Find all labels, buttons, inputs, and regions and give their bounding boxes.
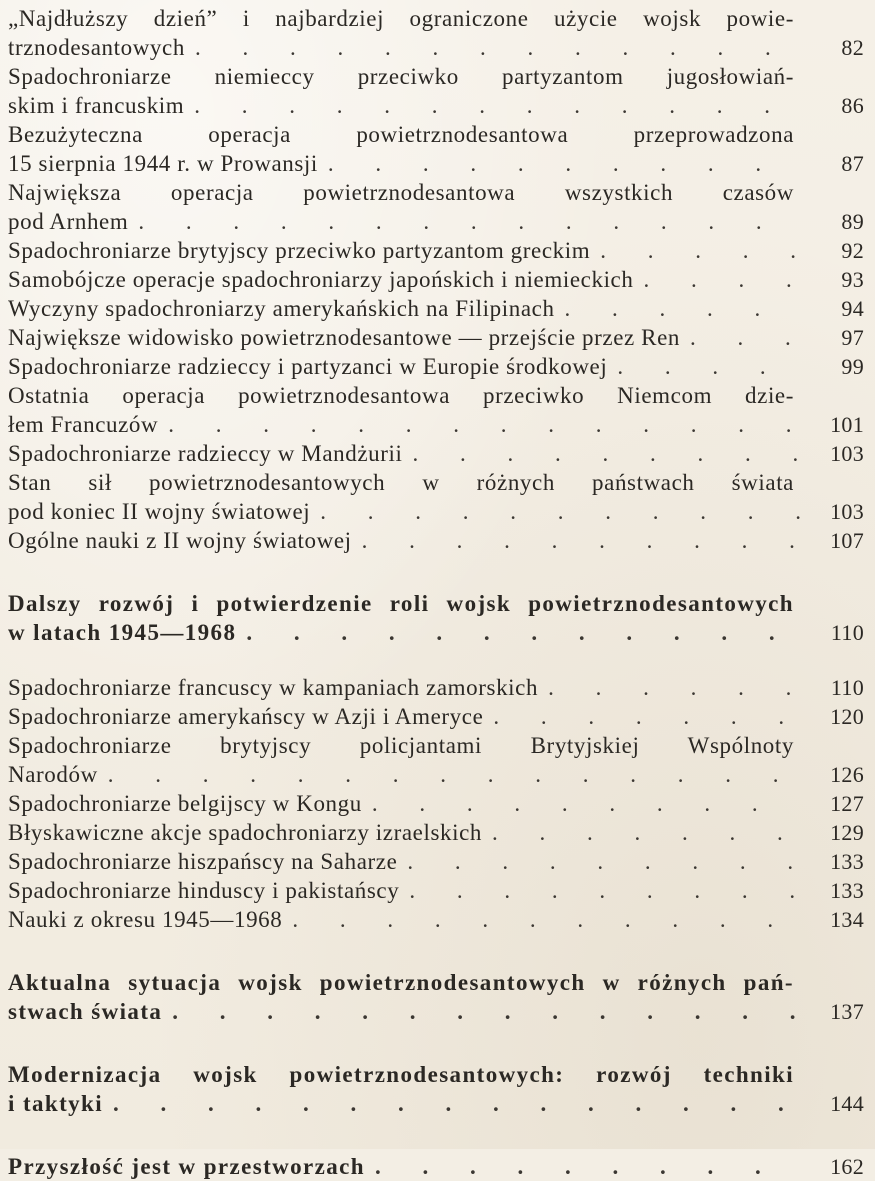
dot-leader bbox=[548, 673, 800, 702]
toc-entry-final-line bbox=[8, 410, 864, 439]
toc-section-text: Przyszłość jest w przestworzach bbox=[8, 1154, 365, 1179]
toc-entry bbox=[8, 876, 864, 905]
page-number: 103 bbox=[830, 441, 864, 466]
toc-entry-line: Spadochroniarze brytyjscy policjantami Brytyjskiej Wspólnoty bbox=[8, 733, 794, 758]
dot-leader bbox=[108, 760, 800, 789]
page-number: 137 bbox=[830, 999, 864, 1024]
toc-entry bbox=[8, 526, 864, 555]
section-gap bbox=[8, 555, 864, 589]
toc-entry-final-line bbox=[8, 33, 864, 62]
toc-entry bbox=[8, 323, 864, 352]
page-number: 86 bbox=[841, 93, 864, 118]
dot-leader bbox=[194, 91, 800, 120]
toc-entry-final-line bbox=[8, 149, 864, 178]
dot-leader bbox=[413, 439, 800, 468]
dot-leader bbox=[362, 526, 800, 555]
page-number: 93 bbox=[841, 267, 864, 292]
toc-section-heading bbox=[8, 968, 864, 1026]
toc-section-text: stwach świata bbox=[8, 999, 163, 1024]
table-of-contents bbox=[8, 4, 864, 1181]
page-number: 134 bbox=[830, 907, 864, 932]
toc-entry bbox=[8, 702, 864, 731]
dot-leader bbox=[172, 997, 800, 1026]
page-number: 133 bbox=[830, 878, 864, 903]
toc-section-line: Modernizacja wojsk powietrznodesantowych: rozwój techniki bbox=[8, 1062, 794, 1087]
toc-entry bbox=[8, 120, 864, 178]
toc-entry bbox=[8, 381, 864, 439]
page-number: 99 bbox=[841, 354, 864, 379]
page-number: 110 bbox=[830, 675, 864, 700]
toc-entry-text: Spadochroniarze hiszpańscy na Saharze bbox=[8, 849, 398, 874]
dot-leader bbox=[320, 497, 800, 526]
page-number: 82 bbox=[841, 35, 864, 60]
toc-entry-text: Spadochroniarze hinduscy i pakistańscy bbox=[8, 878, 400, 903]
toc-entry-final-line bbox=[8, 294, 864, 323]
dot-leader bbox=[600, 236, 800, 265]
page-number: 110 bbox=[830, 620, 864, 645]
toc-section-final-line bbox=[8, 1152, 864, 1181]
page-number: 97 bbox=[841, 325, 864, 350]
toc-entry-text: Błyskawiczne akcje spadochroniarzy izraelskich bbox=[8, 820, 482, 845]
toc-entry-text: Największe widowisko powietrznodesantowe — przejście przez Ren bbox=[8, 325, 681, 350]
toc-entry-text: pod Arnhem bbox=[8, 209, 129, 234]
toc-section-text: i taktyki bbox=[8, 1091, 104, 1116]
dot-leader bbox=[195, 33, 800, 62]
section-gap bbox=[8, 647, 864, 673]
toc-entry-text: skim i francuskim bbox=[8, 93, 185, 118]
toc-entry-final-line bbox=[8, 352, 864, 381]
dot-leader bbox=[690, 323, 800, 352]
toc-entry-final-line bbox=[8, 91, 864, 120]
toc-entry-line: Bezużyteczna operacja powietrznodesantowa przeprowadzona bbox=[8, 122, 794, 147]
toc-entry-text: Spadochroniarze brytyjscy przeciwko partyzantom greckim bbox=[8, 238, 591, 263]
toc-entry bbox=[8, 468, 864, 526]
toc-entry-final-line bbox=[8, 439, 864, 468]
toc-entry-final-line bbox=[8, 847, 864, 876]
toc-section-heading bbox=[8, 1060, 864, 1118]
toc-entry-final-line bbox=[8, 876, 864, 905]
toc-entry bbox=[8, 265, 864, 294]
page-number: 144 bbox=[830, 1091, 864, 1116]
page-number: 101 bbox=[830, 412, 864, 437]
page-number: 87 bbox=[841, 151, 864, 176]
toc-section-heading bbox=[8, 589, 864, 647]
dot-leader bbox=[372, 789, 800, 818]
toc-entry bbox=[8, 818, 864, 847]
toc-entry-final-line bbox=[8, 265, 864, 294]
toc-entry-final-line bbox=[8, 323, 864, 352]
dot-leader bbox=[168, 410, 800, 439]
toc-section-heading bbox=[8, 1152, 864, 1181]
toc-section-final-line bbox=[8, 618, 864, 647]
toc-entry-final-line bbox=[8, 760, 864, 789]
toc-entry-text: Ogólne nauki z II wojny światowej bbox=[8, 528, 352, 553]
dot-leader bbox=[409, 876, 800, 905]
toc-entry bbox=[8, 352, 864, 381]
toc-entry-text: łem Francuzów bbox=[8, 412, 159, 437]
toc-entry-text: Spadochroniarze amerykańscy w Azji i Ameryce bbox=[8, 704, 484, 729]
dot-leader bbox=[375, 1152, 800, 1181]
dot-leader bbox=[407, 847, 800, 876]
toc-entry bbox=[8, 673, 864, 702]
toc-entry-text: Spadochroniarze belgijscy w Kongu bbox=[8, 791, 362, 816]
toc-entry bbox=[8, 731, 864, 789]
toc-entry bbox=[8, 236, 864, 265]
dot-leader bbox=[292, 905, 800, 934]
toc-entry-text: Nauki z okresu 1945—1968 bbox=[8, 907, 283, 932]
toc-section-final-line bbox=[8, 997, 864, 1026]
toc-entry-final-line bbox=[8, 207, 864, 236]
page-number: 120 bbox=[830, 704, 864, 729]
toc-entry bbox=[8, 847, 864, 876]
toc-entry-text: Spadochroniarze radzieccy i partyzanci w Europie środkowej bbox=[8, 354, 608, 379]
toc-entry-text: Wyczyny spadochroniarzy amerykańskich na Filipinach bbox=[8, 296, 555, 321]
toc-entry-final-line bbox=[8, 818, 864, 847]
toc-entry bbox=[8, 4, 864, 62]
dot-leader bbox=[617, 352, 800, 381]
toc-entry bbox=[8, 789, 864, 818]
toc-section-text: w latach 1945—1968 bbox=[8, 620, 237, 645]
dot-leader bbox=[113, 1089, 800, 1118]
section-gap bbox=[8, 1118, 864, 1152]
toc-entry-final-line bbox=[8, 673, 864, 702]
toc-entry bbox=[8, 294, 864, 323]
toc-entry-final-line bbox=[8, 497, 864, 526]
toc-entry bbox=[8, 62, 864, 120]
page-number: 94 bbox=[841, 296, 864, 321]
section-gap bbox=[8, 934, 864, 968]
toc-entry-line: Spadochroniarze niemieccy przeciwko partyzantom jugosłowiań- bbox=[8, 64, 794, 89]
dot-leader bbox=[328, 149, 800, 178]
page-number: 107 bbox=[830, 528, 864, 553]
toc-entry-text: 15 sierpnia 1944 r. w Prowansji bbox=[8, 151, 318, 176]
toc-entry-line: Stan sił powietrznodesantowych w różnych państwach świata bbox=[8, 470, 794, 495]
toc-entry-line: „Najdłuższy dzień” i najbardziej ograniczone użycie wojsk powie- bbox=[8, 6, 794, 31]
section-gap bbox=[8, 1026, 864, 1060]
page-number: 92 bbox=[841, 238, 864, 263]
page-number: 133 bbox=[830, 849, 864, 874]
page-number: 103 bbox=[830, 499, 864, 524]
toc-entry-final-line bbox=[8, 905, 864, 934]
toc-entry-text: pod koniec II wojny światowej bbox=[8, 499, 311, 524]
toc-entry-final-line bbox=[8, 702, 864, 731]
dot-leader bbox=[643, 265, 800, 294]
dot-leader bbox=[246, 618, 800, 647]
toc-section-line: Aktualna sytuacja wojsk powietrznodesantowych w różnych pań- bbox=[8, 970, 794, 995]
dot-leader bbox=[565, 294, 800, 323]
toc-entry-line: Ostatnia operacja powietrznodesantowa przeciwko Niemcom dzie- bbox=[8, 383, 794, 408]
dot-leader bbox=[493, 702, 800, 731]
toc-entry bbox=[8, 905, 864, 934]
toc-section-final-line bbox=[8, 1089, 864, 1118]
dot-leader bbox=[492, 818, 800, 847]
dot-leader bbox=[138, 207, 800, 236]
toc-entry bbox=[8, 178, 864, 236]
toc-entry-text: trznodesantowych bbox=[8, 35, 185, 60]
page-number: 129 bbox=[830, 820, 864, 845]
toc-entry-line: Największa operacja powietrznodesantowa wszystkich czasów bbox=[8, 180, 794, 205]
page-number: 127 bbox=[830, 791, 864, 816]
page-number: 162 bbox=[830, 1154, 864, 1179]
toc-entry-final-line bbox=[8, 526, 864, 555]
toc-entry-text: Samobójcze operacje spadochroniarzy japońskich i niemieckich bbox=[8, 267, 634, 292]
page-number: 126 bbox=[830, 762, 864, 787]
toc-entry-final-line bbox=[8, 789, 864, 818]
toc-entry-text: Spadochroniarze francuscy w kampaniach zamorskich bbox=[8, 675, 539, 700]
page-number: 89 bbox=[841, 209, 864, 234]
toc-entry-final-line bbox=[8, 236, 864, 265]
toc-entry-text: Narodów bbox=[8, 762, 98, 787]
toc-entry bbox=[8, 439, 864, 468]
toc-entry-text: Spadochroniarze radzieccy w Mandżurii bbox=[8, 441, 403, 466]
toc-section-line: Dalszy rozwój i potwierdzenie roli wojsk powietrznodesantowych bbox=[8, 591, 794, 616]
